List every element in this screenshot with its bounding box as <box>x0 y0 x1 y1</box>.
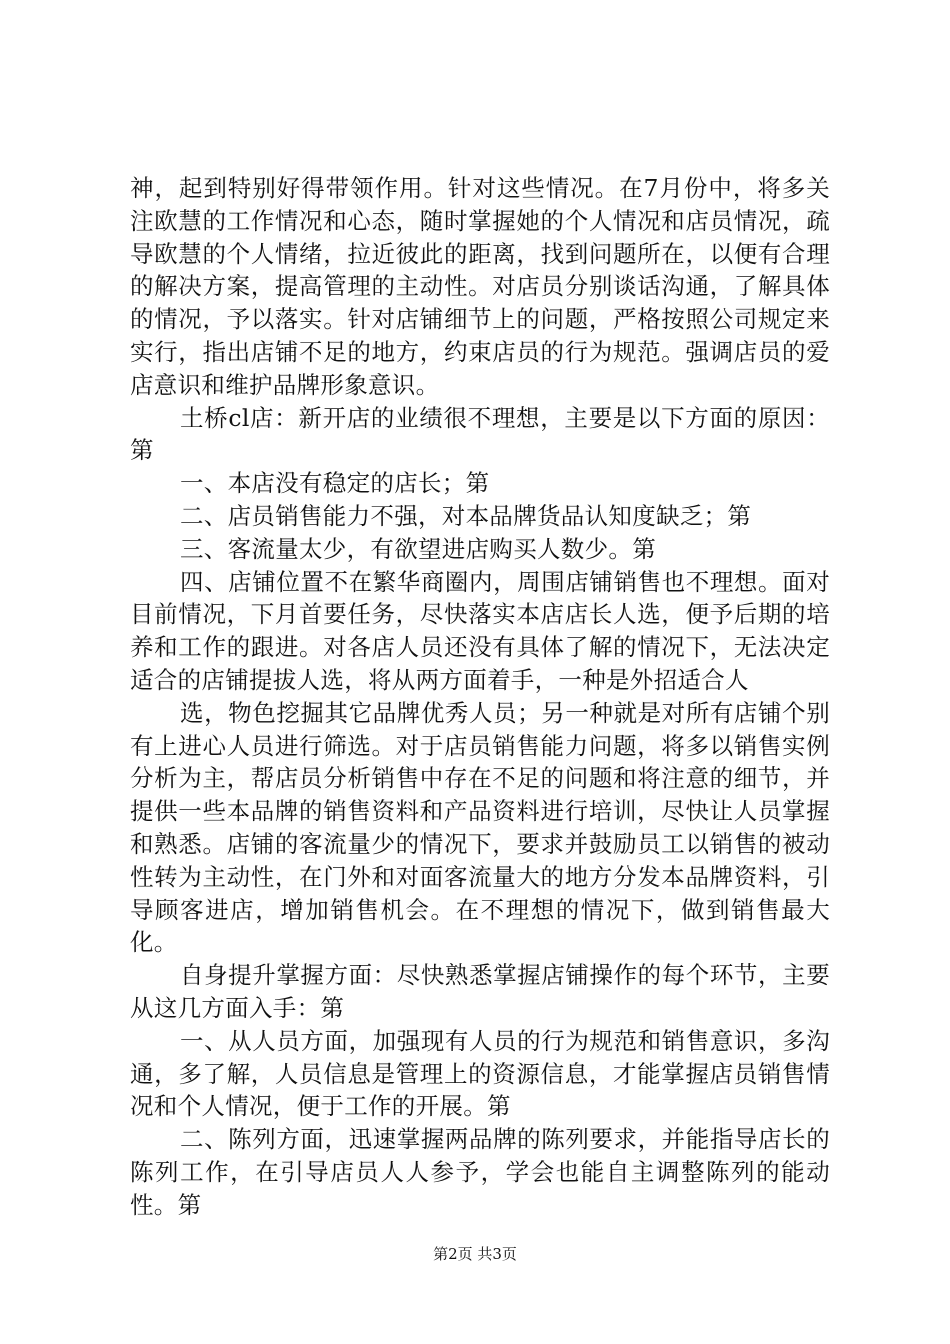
paragraph-reason-3: 三、客流量太少，有欲望进店购买人数少。第 <box>180 534 656 563</box>
paragraph-reason-4: 四、店铺位置不在繁华商圈内，周围店铺销售也不理想。面对目前情况，下月首要任务，尽快落实本店店长人选，便予后期的培养和工作的跟进。对各店人员还没有具体了解的情况下，无法决定适合的店铺提拔人选，将从两方面着手，一种是外招适合人 <box>130 567 830 694</box>
page-footer: 第2页 共3页 <box>433 1245 517 1263</box>
paragraph-continuation: 神，起到特别好得带领作用。针对这些情况。在7月份中，将多关注欧慧的工作情况和心态，随时掌握她的个人情况和店员情况，疏导欧慧的个人情绪，拉近彼此的距离，找到问题所在，以便有合理的解决方案，提高管理的主动性。对店员分别谈话沟通，了解具体的情况，予以落实。针对店铺细节上的问题，严格按照公司规定来实行，指出店铺不足的地方，约束店员的行为规范。强调店员的爱店意识和维护品牌形象意识。 <box>130 174 830 399</box>
paragraph-tuqiao-store: 土桥cl店：新开店的业绩很不理想，主要是以下方面的原因：第 <box>130 403 830 465</box>
paragraph-self-improvement: 自身提升掌握方面：尽快熟悉掌握店铺操作的每个环节，主要从这几方面入手：第 <box>130 961 830 1022</box>
paragraph-reason-1: 一、本店没有稳定的店长；第 <box>180 469 490 498</box>
paragraph-display: 二、陈列方面，迅速掌握两品牌的陈列要求，并能指导店长的陈列工作，在引导店员人人参予，学会也能自主调整陈列的能动性。第 <box>130 1125 830 1219</box>
paragraph-selection: 选，物色挖掘其它品牌优秀人员；另一种就是对所有店铺个别有上进心人员进行筛选。对于店员销售能力问题，将多以销售实例分析为主，帮店员分析销售中存在不足的问题和将注意的细节，并提供一些本品牌的销售资料和产品资料进行培训，尽快让人员掌握和熟悉。店铺的客流量少的情况下，要求并鼓励员工以销售的被动性转为主动性，在门外和对面客流量大的地方分发本品牌资料，引导顾客进店，增加销售机会。在不理想的情况下，做到销售最大化。 <box>130 698 830 957</box>
document-body <box>130 172 830 1222</box>
paragraph-personnel: 一、从人员方面，加强现有人员的行为规范和销售意识，多沟通，多了解，人员信息是管理上的资源信息，才能掌握店员销售情况和个人情况，便于工作的开展。第 <box>130 1026 830 1121</box>
paragraph-reason-2: 二、店员销售能力不强，对本品牌货品认知度缺乏；第 <box>180 501 752 530</box>
